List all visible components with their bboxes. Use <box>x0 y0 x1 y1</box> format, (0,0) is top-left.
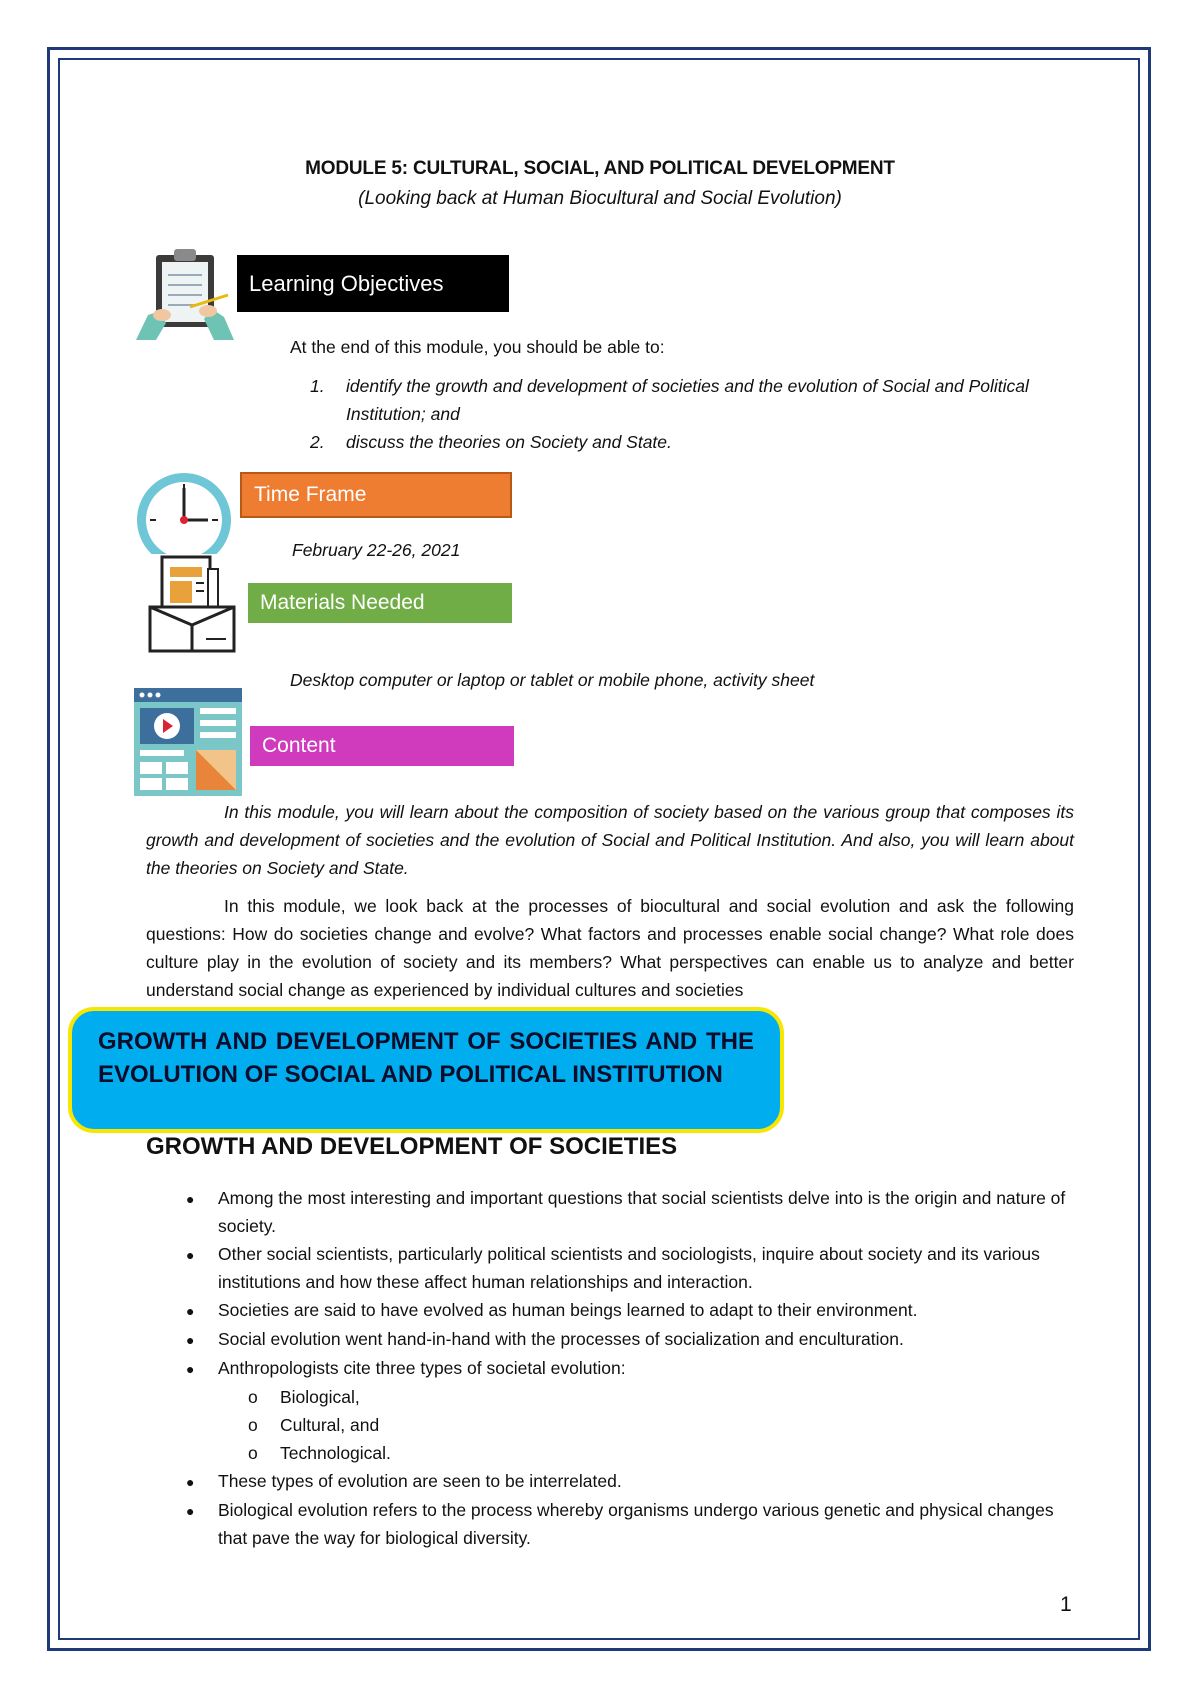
bullet-icon: ● <box>186 1191 195 1207</box>
list-item <box>186 1296 1076 1325</box>
clock-icon <box>134 470 234 554</box>
materials-value: Desktop computer or laptop or tablet or mobile phone, activity sheet <box>290 670 815 690</box>
content-paragraph-1-text: In this module, you will learn about the composition of society based on the various group that composes its growth and development of societies and the evolution of Social and Political Institution. And also, you will learn about the theories on Society and State. <box>146 802 1074 878</box>
bullet-text: These types of evolution are seen to be interrelated. <box>218 1471 622 1491</box>
list-text: discuss the theories on Society and State. <box>346 432 672 452</box>
subheading: GROWTH AND DEVELOPMENT OF SOCIETIES <box>146 1133 678 1160</box>
list-item <box>186 1467 1076 1496</box>
bullet-text: Societies are said to have evolved as human beings learned to adapt to their environment. <box>218 1300 918 1320</box>
bullet-text: Biological evolution refers to the process whereby organisms undergo various genetic and physical changes that pave the way for biological diversity. <box>218 1500 1054 1548</box>
module-subtitle: (Looking back at Human Biocultural and Social Evolution) <box>358 188 842 209</box>
section-label-learning-objectives: Learning Objectives <box>237 255 509 312</box>
section-label-content: Content <box>250 726 514 766</box>
sub-bullet-text: Biological, <box>280 1387 360 1407</box>
list-item <box>186 1240 1076 1296</box>
bullet-icon: ● <box>186 1361 195 1377</box>
bullet-icon: ● <box>186 1303 195 1319</box>
list-number: 1. <box>310 376 325 396</box>
sub-list-item <box>186 1439 1076 1467</box>
list-number: 2. <box>310 432 325 452</box>
list-item <box>186 1325 1076 1354</box>
materials-box-icon <box>146 555 238 653</box>
content-paragraph-1 <box>146 798 1074 882</box>
bullet-icon: ● <box>186 1247 195 1263</box>
clipboard-icon <box>134 245 238 343</box>
content-page-icon <box>134 688 242 796</box>
sub-bullet-text: Technological. <box>280 1443 391 1463</box>
sub-list-item <box>186 1411 1076 1439</box>
bullet-text: Other social scientists, particularly political scientists and sociologists, inquire about society and its various institutions and how these affect human relationships and interaction. <box>218 1244 1040 1292</box>
bullet-text: Among the most interesting and important questions that social scientists delve into is the origin and nature of society. <box>218 1188 1066 1236</box>
content-paragraph-2-text: In this module, we look back at the processes of biocultural and social evolution and ask the following questions: How do societies change and evolve? What factors and processes enable social change? What role does culture play in the evolution of society and its members? What perspectives can enable us to analyze and better understand social change as experienced by individual cultures and societies <box>146 896 1074 1000</box>
section-banner <box>68 1007 784 1133</box>
list-item <box>310 428 1090 456</box>
sub-bullet-icon: o <box>248 1443 258 1463</box>
bullet-list <box>186 1184 1076 1552</box>
bullet-icon: ● <box>186 1503 195 1519</box>
list-item <box>310 372 1090 428</box>
sub-list-item <box>186 1383 1076 1411</box>
list-text: identify the growth and development of societies and the evolution of Social and Political Institution; and <box>346 376 1029 424</box>
bullet-icon: ● <box>186 1474 195 1490</box>
sub-bullet-icon: o <box>248 1415 258 1435</box>
objectives-list <box>310 372 1090 456</box>
time-frame-value: February 22-26, 2021 <box>292 540 461 560</box>
sub-bullet-text: Cultural, and <box>280 1415 380 1435</box>
section-label-materials-needed: Materials Needed <box>248 583 512 623</box>
sub-bullet-icon: o <box>248 1387 258 1407</box>
list-item <box>186 1184 1076 1240</box>
page-number: 1 <box>1060 1593 1072 1616</box>
content-paragraph-2 <box>146 892 1074 1004</box>
banner-title: GROWTH AND DEVELOPMENT OF SOCIETIES AND THE EVOLUTION OF SOCIAL AND POLITICAL INSTITUTION <box>98 1028 754 1088</box>
bullet-text: Social evolution went hand-in-hand with the processes of socialization and enculturation. <box>218 1329 904 1349</box>
bullet-text: Anthropologists cite three types of societal evolution: <box>218 1358 626 1378</box>
objectives-intro: At the end of this module, you should be able to: <box>290 337 665 357</box>
bullet-icon: ● <box>186 1332 195 1348</box>
section-label-time-frame: Time Frame <box>240 472 512 518</box>
list-item <box>186 1496 1076 1552</box>
list-item <box>186 1354 1076 1383</box>
module-title: MODULE 5: CULTURAL, SOCIAL, AND POLITICAL DEVELOPMENT <box>305 158 895 179</box>
